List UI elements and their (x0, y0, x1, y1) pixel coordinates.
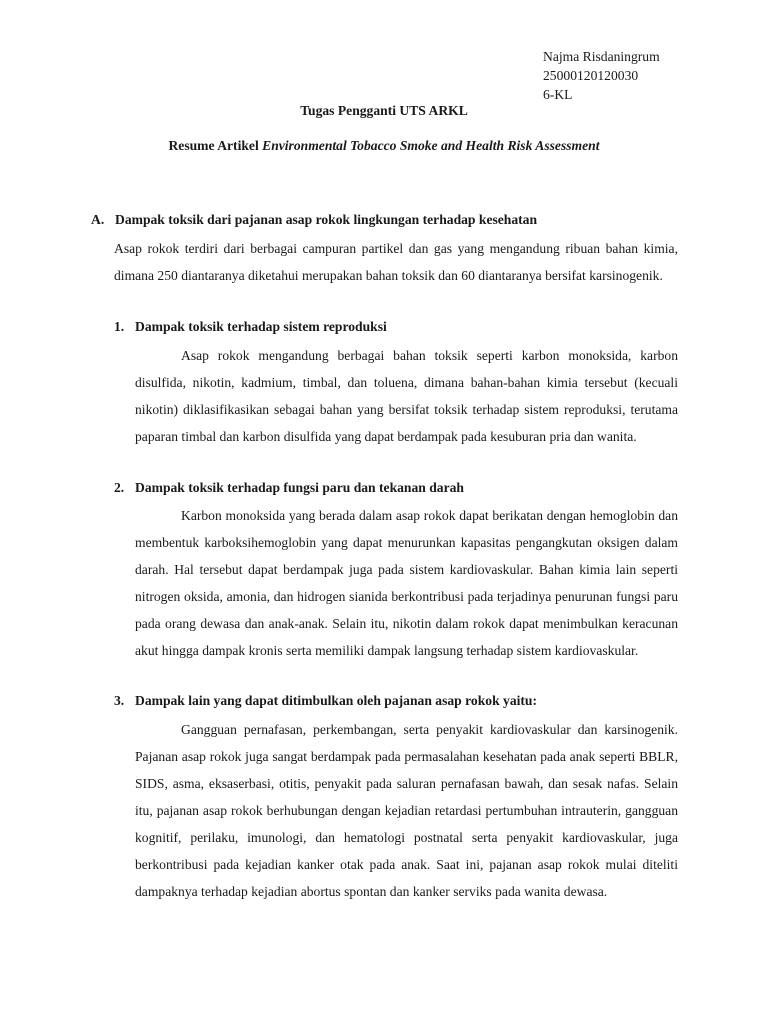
subsection-2-heading-text: Dampak toksik terhadap fungsi paru dan tekanan darah (135, 480, 464, 495)
section-a-marker: A. (91, 212, 105, 227)
subtitle-article-title: Environmental Tobacco Smoke and Health Risk Assessment (262, 138, 600, 153)
subsection-2-heading (114, 480, 684, 496)
subsection-1-body: Asap rokok mengandung berbagai bahan toksik seperti karbon monoksida, karbon disulfida, nikotin, kadmium, timbal, dan toluena, dimana bahan-bahan kimia tersebut (kecuali nikotin) diklasifikasikan sebagai bahan yang bersifat toksik terhadap sistem reproduksi, terutama paparan timbal dan karbon disulfida yang dapat berdampak pada kesuburan pria dan wanita. (135, 348, 678, 444)
author-class: 6-KL (543, 87, 573, 102)
subsection-1-heading (114, 319, 684, 335)
section-a-heading (91, 212, 691, 228)
subsection-2-body: Karbon monoksida yang berada dalam asap rokok dapat berikatan dengan hemoglobin dan membentuk karboksihemoglobin yang dapat menurunkan kapasitas pengangkutan oksigen dalam darah. Hal tersebut dapat berdampak juga pada sistem kardiovaskular. Bahan kimia lain seperti nitrogen oksida, amonia, dan hidrogen sianida berkontribusi pada terjadinya penurunan fungsi paru pada orang dewasa dan anak-anak. Selain itu, nikotin dalam rokok dapat menimbulkan keracunan akut hingga dampak kronis serta memiliki dampak langsung terhadap sistem kardiovaskular. (135, 508, 678, 658)
author-nim: 25000120120030 (543, 68, 639, 83)
subsection-1-heading-text: Dampak toksik terhadap sistem reproduksi (135, 319, 387, 334)
document-title: Tugas Pengganti UTS ARKL (300, 103, 468, 118)
author-block (543, 47, 660, 104)
author-name: Najma Risdaningrum (543, 49, 660, 64)
subsection-3-heading (114, 693, 684, 709)
subsection-1-number: 1. (114, 319, 125, 334)
subsection-2-number: 2. (114, 480, 125, 495)
section-a-heading-text: Dampak toksik dari pajanan asap rokok lingkungan terhadap kesehatan (115, 212, 538, 227)
subsection-3-heading-text: Dampak lain yang dapat ditimbulkan oleh pajanan asap rokok yaitu: (135, 693, 538, 708)
section-a-intro: Asap rokok terdiri dari berbagai campuran partikel dan gas yang mengandung ribuan bahan kimia, dimana 250 diantaranya diketahui merupakan bahan toksik dan 60 diantaranya bersifat karsinogenik. (114, 241, 678, 283)
subsection-3-number: 3. (114, 693, 125, 708)
subsection-3-body: Gangguan pernafasan, perkembangan, serta penyakit kardiovaskular dan karsinogenik. Pajanan asap rokok juga sangat berdampak pada permasalahan kesehatan pada anak seperti BBLR, SIDS, asma, eksaserbasi, otitis, penyakit pada saluran pernafasan bawah, dan sesak nafas. Selain itu, pajanan asap rokok berhubungan dengan kejadian retardasi pertumbuhan intrauterin, gangguan kognitif, perilaku, imunologi, dan hematologi postnatal serta penyakit kardiovaskular, juga berkontribusi pada kejadian kanker otak pada anak. Saat ini, pajanan asap rokok mulai diteliti dampaknya terhadap kejadian abortus spontan dan kanker serviks pada wanita dewasa. (135, 722, 678, 899)
document-subtitle (0, 138, 768, 154)
subtitle-prefix: Resume Artikel (168, 138, 263, 153)
